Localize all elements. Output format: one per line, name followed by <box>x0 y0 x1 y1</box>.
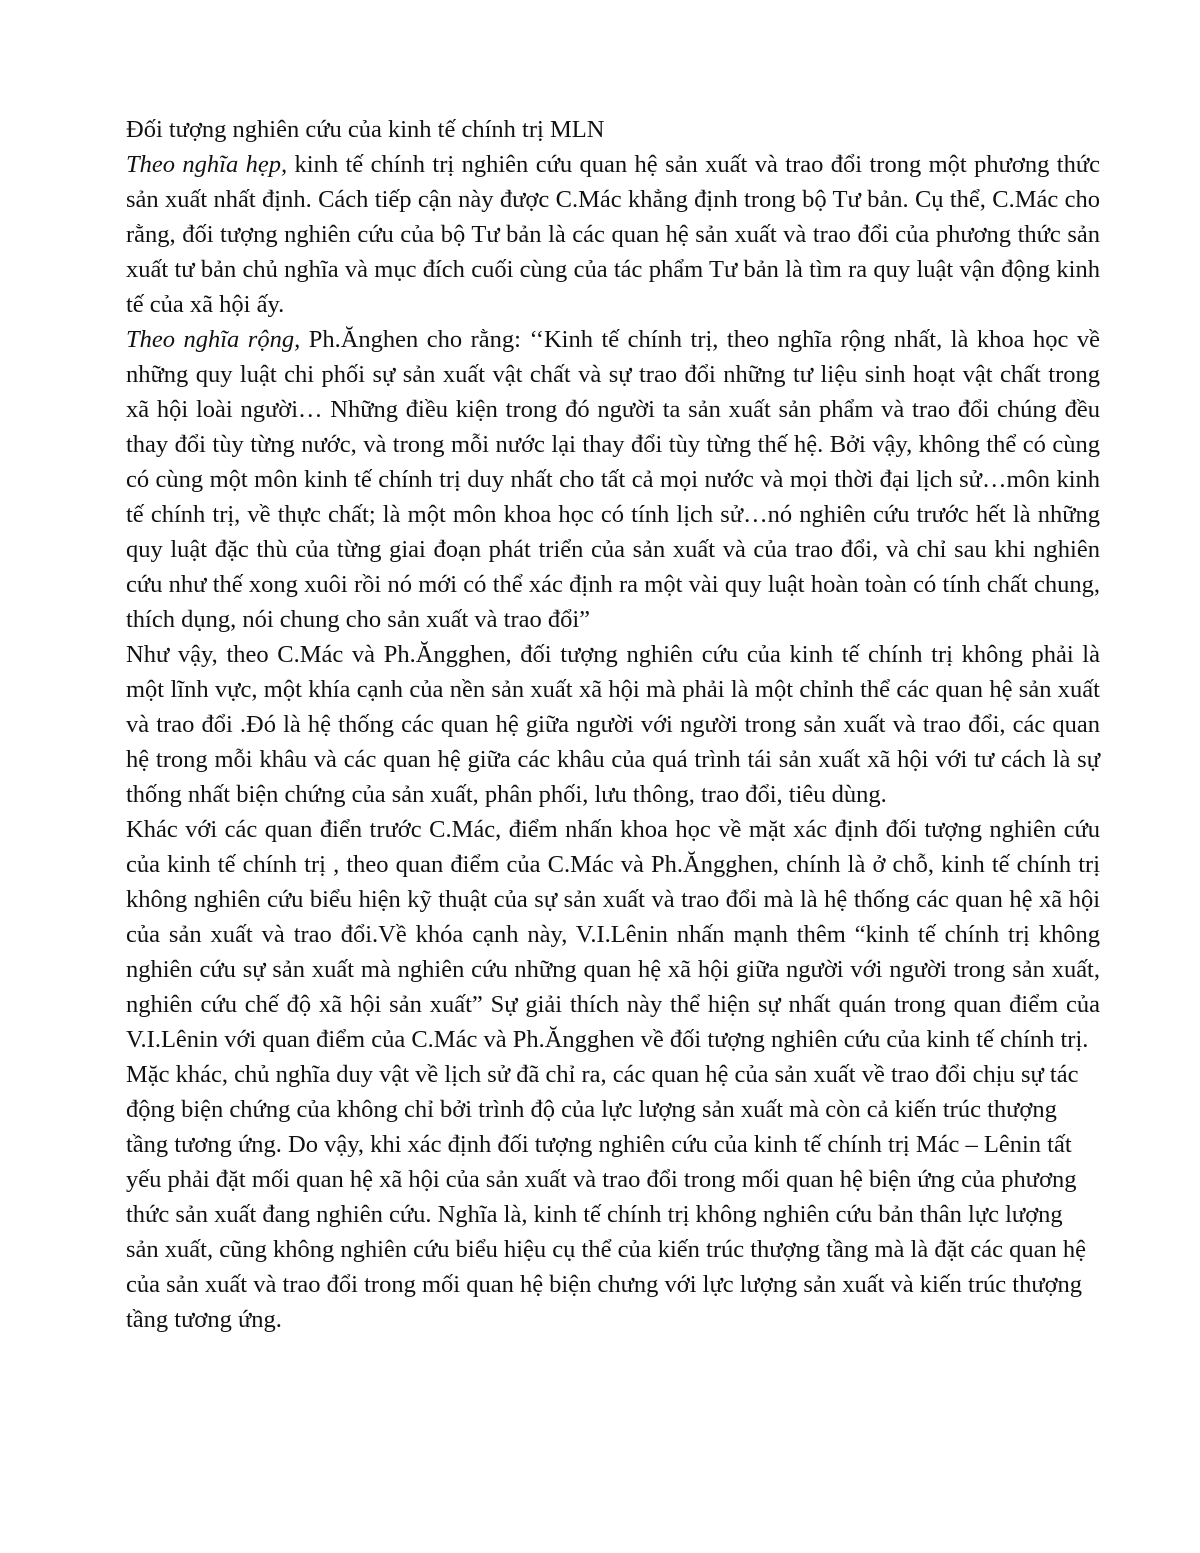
document-title: Đối tượng nghiên cứu của kinh tế chính trị MLN <box>126 116 605 143</box>
paragraph-text: Như vậy, theo C.Mác và Ph.Ăngghen, đối tượng nghiên cứu của kinh tế chính trị không phải là một lĩnh vực, một khía cạnh của nền sản xuất xã hội mà phải là một chỉnh thể các quan hệ sản xuất và trao đổi .Đó là hệ thống các quan hệ giữa người với người trong sản xuất và trao đổi, các quan hệ trong mỗi khâu và các quan hệ giữa các khâu của quá trình tái sản xuất xã hội với tư cách là sự thống nhất biện chứng của sản xuất, phân phối, lưu thông, trao đổi, tiêu dùng. <box>126 641 1100 808</box>
paragraph-marx-engels <box>126 637 1100 812</box>
paragraph-text: kinh tế chính trị nghiên cứu quan hệ sản xuất và trao đổi trong một phương thức sản xuất nhất định. Cách tiếp cận này được C.Mác khẳng định trong bộ Tư bản. Cụ thể, C.Mác cho rằng, đối tượng nghiên cứu của bộ Tư bản là các quan hệ sản xuất và trao đổi của phương thức sản xuất tư bản chủ nghĩa và mục đích cuối cùng của tác phẩm Tư bản là tìm ra quy luật vận động kinh tế của xã hội ấy. <box>126 151 1100 318</box>
paragraph-lead: Theo nghĩa rộng, <box>126 326 301 353</box>
document-page <box>126 112 1100 1337</box>
paragraph-text: Ph.Ănghen cho rằng: ‘‘Kinh tế chính trị, theo nghĩa rộng nhất, là khoa học về những quy luật chi phối sự sản xuất vật chất và sự trao đổi những tư liệu sinh hoạt vật chất trong xã hội loài người… Những điều kiện trong đó người ta sản xuất sản phẩm và trao đổi chúng đều thay đổi tùy từng nước, và trong mỗi nước lại thay đổi tùy từng thế hệ. Bởi vậy, không thể có cùng có cùng một môn kinh tế chính trị duy nhất cho tất cả mọi nước và mọi thời đại lịch sử…môn kinh tế chính trị, về thực chất; là một môn khoa học có tính lịch sử…nó nghiên cứu trước hết là những quy luật đặc thù của từng giai đoạn phát triển của sản xuất và của trao đổi, và chỉ sau khi nghiên cứu như thế xong xuôi rồi nó mới có thể xác định ra một vài quy luật hoàn toàn có tính chất chung, thích dụng, nói chung cho sản xuất và trao đổi” <box>126 326 1100 633</box>
paragraph-text: Khác với các quan điển trước C.Mác, điểm nhấn khoa học về mặt xác định đối tượng nghiên cứu của kinh tế chính trị , theo quan điểm của C.Mác và Ph.Ăngghen, chính là ở chỗ, kinh tế chính trị không nghiên cứu biểu hiện kỹ thuật của sự sản xuất và trao đổi mà là hệ thống các quan hệ xã hội của sản xuất và trao đổi.Về khóa cạnh này, V.I.Lênin nhấn mạnh thêm “kinh tế chính trị không nghiên cứu sự sản xuất mà nghiên cứu những quan hệ xã hội giữa người với người trong sản xuất, nghiên cứu chế độ xã hội sản xuất” Sự giải thích này thể hiện sự nhất quán trong quan điểm của V.I.Lênin với quan điểm của C.Mác và Ph.Ăngghen về đối tượng nghiên cứu của kinh tế chính trị. <box>126 816 1100 1053</box>
paragraph-narrow-sense <box>126 147 1100 322</box>
paragraph-text: Mặc khác, chủ nghĩa duy vật về lịch sử đã chỉ ra, các quan hệ của sản xuất về trao đổi chịu sự tác động biện chứng của không chỉ bởi trình độ của lực lượng sản xuất mà còn cả kiến trúc thượng tầng tương ứng. Do vậy, khi xác định đối tượng nghiên cứu của kinh tế chính trị Mác – Lênin tất yếu phải đặt mối quan hệ xã hội của sản xuất và trao đổi trong mối quan hệ biện ứng của phương thức sản xuất đang nghiên cứu. Nghĩa là, kinh tế chính trị không nghiên cứu bản thân lực lượng sản xuất, cũng không nghiên cứu biểu hiệu cụ thể của kiến trúc thượng tầng mà là đặt các quan hệ của sản xuất và trao đổi trong mối quan hệ biện chưng với lực lượng sản xuất và kiến trúc thượng tầng tương ứng. <box>126 1061 1086 1333</box>
paragraph-historical-materialism <box>126 1057 1100 1337</box>
paragraph-broad-sense <box>126 322 1100 637</box>
paragraph-lead: Theo nghĩa hẹp, <box>126 151 288 178</box>
paragraph-lenin <box>126 812 1100 1057</box>
